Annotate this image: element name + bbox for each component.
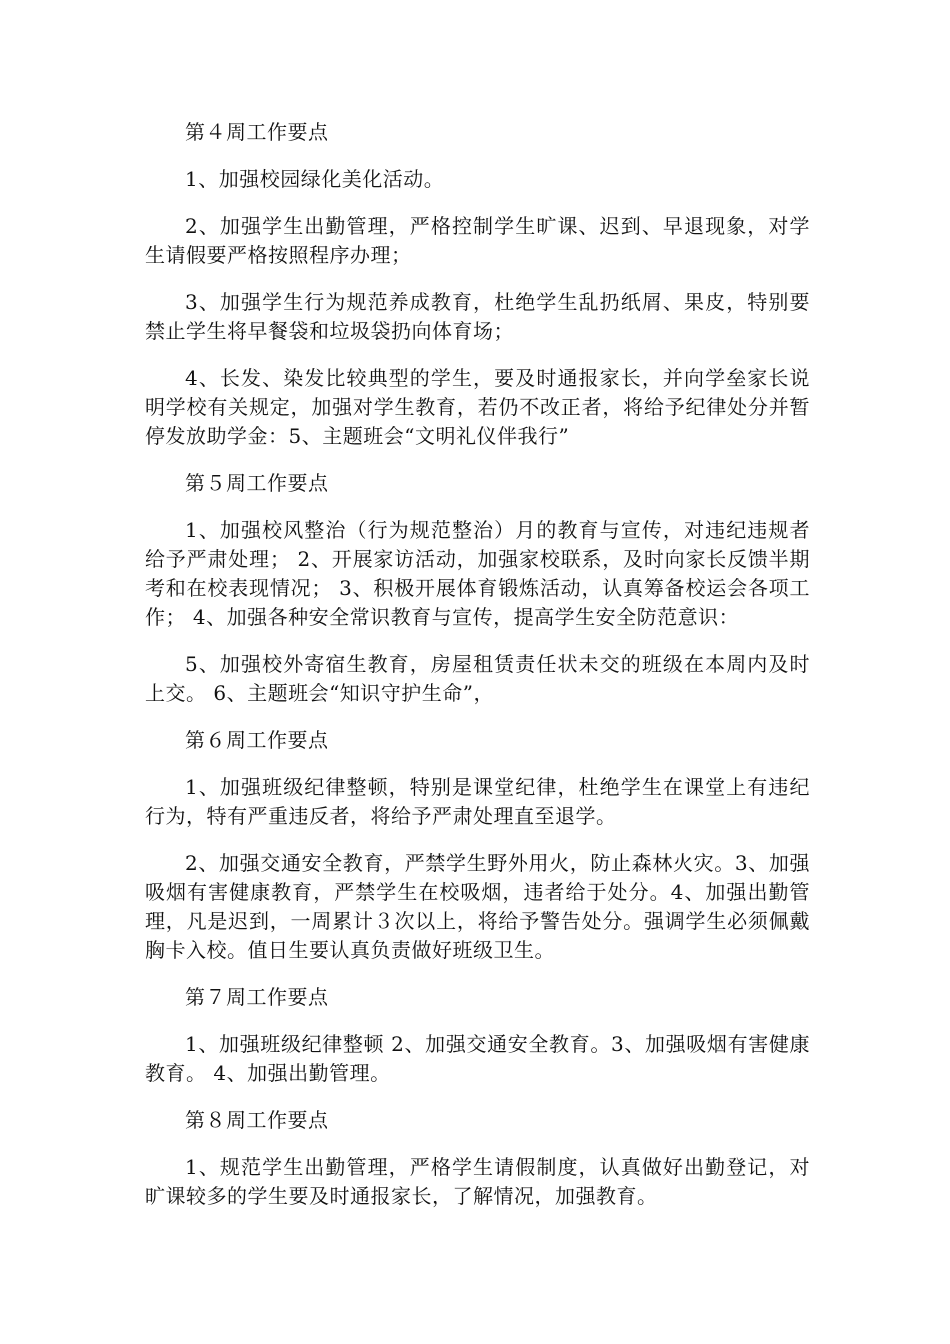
week-7-heading: 第７周工作要点 — [185, 985, 329, 1009]
week-7-items: 1、加强班级纪律整顿 2、加强交通安全教育。3、加强吸烟有害健康教育。 4、加强出勤管理。 — [145, 1032, 810, 1085]
week-5-heading: 第５周工作要点 — [185, 471, 329, 495]
document-body — [145, 118, 810, 1229]
week-4-item-4-5: 4、长发、染发比较典型的学生，要及时通报家长，并向学垒家长说明学校有关规定，加强对学生教育，若仍不改正者，将给予纪律处分并暂停发放助学金：5、主题班会“文明礼仪伴我行” — [145, 366, 810, 448]
week-6-items-2-4: 2、加强交通安全教育，严禁学生野外用火，防止森林火灾。3、加强吸烟有害健康教育，严禁学生在校吸烟，违者给于处分。4、加强出勤管理，凡是迟到，一周累计３次以上，将给予警告处分。强调学生必须佩戴胸卡入校。值日生要认真负责做好班级卫生。 — [145, 851, 810, 962]
week-6-heading: 第６周工作要点 — [185, 728, 329, 752]
week-4-heading: 第４周工作要点 — [185, 120, 329, 144]
week-6-item-1: 1、加强班级纪律整顿，特别是课堂纪律，杜绝学生在课堂上有违纪行为，特有严重违反者，将给予严肃处理直至退学。 — [145, 775, 810, 828]
week-4-item-1: 1、加强校园绿化美化活动。 — [185, 167, 445, 191]
week-4-item-3: 3、加强学生行为规范养成教育，杜绝学生乱扔纸屑、果皮，特别要禁止学生将早餐袋和垃圾袋扔向体育场； — [145, 290, 810, 343]
week-8-item-1: 1、规范学生出勤管理，严格学生请假制度，认真做好出勤登记，对旷课较多的学生要及时通报家长，了解情况，加强教育。 — [145, 1155, 810, 1208]
week-8-heading: 第８周工作要点 — [185, 1108, 329, 1132]
week-4-item-2: 2、加强学生出勤管理，严格控制学生旷课、迟到、早退现象，对学生请假要严格按照程序办理； — [145, 214, 810, 267]
week-5-items-1-4: 1、加强校风整治（行为规范整治）月的教育与宣传，对违纪违规者给予严肃处理； 2、开展家访活动，加强家校联系，及时向家长反馈半期考和在校表现情况； 3、积极开展体育锻炼活动，认真筹备校运会各项工作； 4、加强各种安全常识教育与宣传，提高学生安全防范意识： — [145, 518, 810, 629]
week-5-items-5-6: 5、加强校外寄宿生教育，房屋租赁责任状未交的班级在本周内及时上交。 6、主题班会“知识守护生命”， — [145, 652, 810, 705]
